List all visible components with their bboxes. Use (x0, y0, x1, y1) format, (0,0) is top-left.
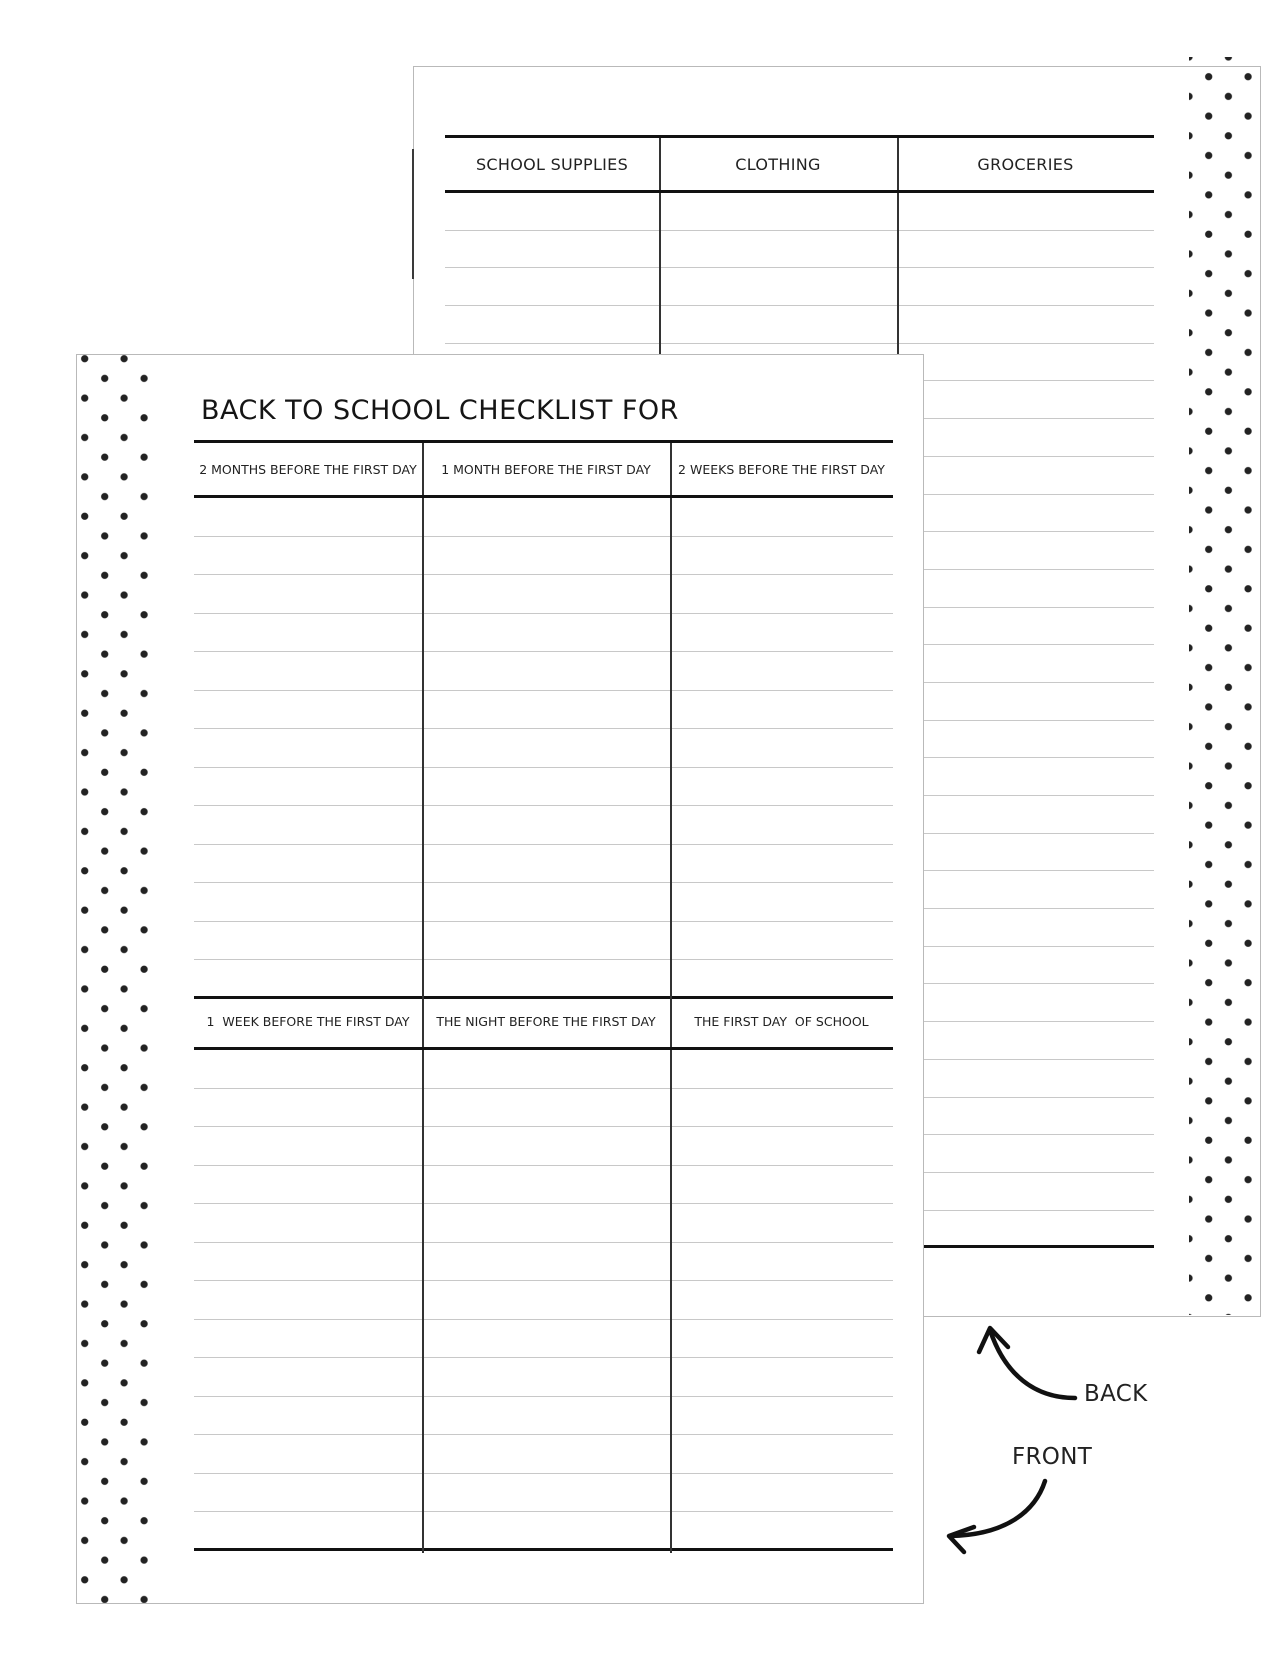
column-header-night-before: THE NIGHT BEFORE THE FIRST DAY (436, 1013, 656, 1029)
column-header-school-supplies: SCHOOL SUPPLIES (475, 154, 629, 174)
column-header-groceries: GROCERIES (977, 154, 1074, 174)
column-header-first-day: THE FIRST DAY OF SCHOOL (694, 1013, 869, 1029)
back-label: BACK (1084, 1381, 1148, 1407)
page-title: BACK TO SCHOOL CHECKLIST FOR (201, 395, 679, 426)
column-header-1-month: 1 MONTH BEFORE THE FIRST DAY (441, 461, 651, 477)
column-header-1-week: 1 WEEK BEFORE THE FIRST DAY (206, 1013, 410, 1029)
column-header-2-weeks: 2 WEEKS BEFORE THE FIRST DAY (678, 461, 885, 477)
column-header-2-months: 2 MONTHS BEFORE THE FIRST DAY (199, 461, 417, 477)
column-header-clothing: CLOTHING (735, 154, 821, 174)
front-label: FRONT (1012, 1444, 1093, 1470)
